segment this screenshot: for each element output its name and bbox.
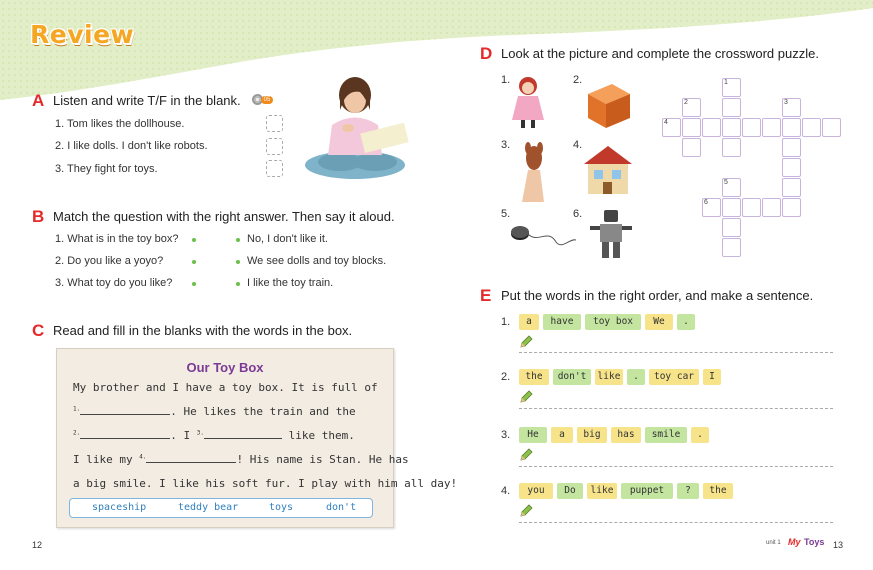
crossword-cell[interactable]: [782, 158, 801, 177]
match-dot-answer-1[interactable]: [236, 238, 240, 242]
crossword-cell[interactable]: [682, 138, 701, 157]
blank-4[interactable]: [146, 453, 236, 463]
footer-toys-label: Toys: [804, 537, 825, 547]
section-b-answer-1: No, I don't like it.: [247, 233, 328, 245]
word-chip[interactable]: a: [551, 427, 573, 443]
section-e-instruction: Put the words in the right order, and make a sentence.: [501, 288, 814, 303]
word-chip[interactable]: toy car: [649, 369, 699, 385]
passage-line-3-end: like them.: [288, 429, 355, 442]
sentence-2-number: 2.: [501, 371, 511, 383]
sentence-1-number: 1.: [501, 316, 511, 328]
answer-line-4[interactable]: [519, 522, 833, 523]
answer-line-3[interactable]: [519, 466, 833, 467]
crossword-cell[interactable]: [702, 118, 721, 137]
word-chip[interactable]: has: [611, 427, 641, 443]
passage-line-3: [73, 429, 355, 442]
section-a-letter: A: [32, 91, 45, 110]
section-b-letter: B: [32, 207, 45, 226]
passage-line-4-end: ! His name is Stan. He has: [236, 453, 409, 466]
toy-box-picture: [582, 74, 634, 130]
passage-line-1: My brother and I have a toy box. It is full of: [73, 381, 378, 394]
match-dot-answer-3[interactable]: [236, 282, 240, 286]
passage-line-4-start: I like my: [73, 453, 133, 466]
crossword-clue-number-3: 3: [784, 99, 788, 106]
passage-line-3-mid: . I: [170, 429, 191, 442]
crossword-cell[interactable]: [722, 138, 741, 157]
track-number: 05: [261, 96, 273, 104]
word-chip[interactable]: .: [691, 427, 709, 443]
pencil-icon: [519, 335, 533, 349]
crossword-cell[interactable]: [742, 118, 761, 137]
word-chip[interactable]: big: [577, 427, 607, 443]
word-bank-spaceship: spaceship: [92, 502, 147, 513]
crossword-cell[interactable]: [802, 118, 821, 137]
answer-line-2[interactable]: [519, 408, 833, 409]
word-bank-teddy-bear: teddy bear: [178, 502, 239, 513]
word-chip[interactable]: like: [587, 483, 617, 499]
crossword-cell[interactable]: [722, 98, 741, 117]
crossword-cell[interactable]: [742, 198, 761, 217]
crossword-cell[interactable]: [762, 118, 781, 137]
crossword-cell[interactable]: [782, 118, 801, 137]
passage-line-2: [73, 405, 356, 418]
footer-unit-label: unit 1: [766, 540, 781, 546]
section-b-answer-2: We see dolls and toy blocks.: [247, 255, 387, 267]
yoyo-picture: [508, 220, 580, 260]
section-a-item-1: 1. Tom likes the dollhouse.: [55, 118, 185, 130]
section-b-instruction: Match the question with the right answer. Then say it aloud.: [53, 209, 395, 224]
section-a-item-3: 3. They fight for toys.: [55, 163, 158, 175]
word-chip[interactable]: the: [703, 483, 733, 499]
section-a-item-2: 2. I like dolls. I don't like robots.: [55, 140, 208, 152]
blank-2-number: 2.: [73, 429, 81, 437]
girl-reading-photo: [300, 70, 415, 185]
word-chip[interactable]: ?: [677, 483, 699, 499]
crossword-cell[interactable]: [762, 198, 781, 217]
section-d-letter: D: [480, 44, 493, 63]
crossword-cell[interactable]: [782, 198, 801, 217]
pencil-icon: [519, 448, 533, 462]
right-page-number: 13: [833, 540, 844, 550]
word-chip[interactable]: Do: [557, 483, 583, 499]
picture-number-4: 4.: [573, 139, 583, 151]
word-bank-toys: toys: [269, 502, 294, 513]
dollhouse-picture: [578, 140, 636, 202]
blank-2[interactable]: [80, 429, 170, 439]
crossword-clue-number-2: 2: [684, 99, 688, 106]
blank-4-number: 4.: [139, 453, 147, 461]
word-chip[interactable]: have: [543, 314, 581, 330]
match-dot-answer-2[interactable]: [236, 260, 240, 264]
word-chip[interactable]: puppet: [621, 483, 673, 499]
section-c-instruction: Read and fill in the blanks with the words in the box.: [53, 323, 353, 338]
section-d-instruction: Look at the picture and complete the crossword puzzle.: [501, 46, 819, 61]
picture-number-5: 5.: [501, 208, 511, 220]
crossword-cell[interactable]: [782, 138, 801, 157]
robot-picture: [586, 206, 636, 262]
word-chip[interactable]: We: [645, 314, 673, 330]
sentence-4-number: 4.: [501, 485, 511, 497]
word-chip[interactable]: don't: [553, 369, 591, 385]
section-b-question-3: 3. What toy do you like?: [55, 277, 173, 289]
crossword-cell[interactable]: [722, 238, 741, 257]
crossword-cell[interactable]: [822, 118, 841, 137]
word-chip[interactable]: I: [703, 369, 721, 385]
crossword-cell[interactable]: [722, 218, 741, 237]
picture-number-1: 1.: [501, 74, 511, 86]
left-page-number: 12: [32, 540, 43, 550]
blank-3-number: 3.: [196, 429, 204, 437]
match-dot-question-3[interactable]: [192, 282, 196, 286]
footer-my-label: My: [788, 537, 801, 547]
word-chip[interactable]: the: [519, 369, 549, 385]
word-bank-dont: don't: [326, 502, 357, 513]
word-chip[interactable]: .: [677, 314, 695, 330]
word-chip[interactable]: a: [519, 314, 539, 330]
section-b-question-2: 2. Do you like a yoyo?: [55, 255, 164, 267]
sentence-3-number: 3.: [501, 429, 511, 441]
doll-picture: [508, 74, 548, 130]
word-bank: [69, 498, 373, 518]
passage-line-4: [73, 453, 409, 466]
section-c-letter: C: [32, 321, 45, 340]
blank-1-number: 1.: [73, 405, 81, 413]
passage-line-2-text: . He likes the train and the: [170, 405, 356, 418]
word-chip[interactable]: He: [519, 427, 547, 443]
pencil-icon: [519, 390, 533, 404]
word-chip[interactable]: .: [627, 369, 645, 385]
picture-number-6: 6.: [573, 208, 583, 220]
tf-answer-box-2[interactable]: [266, 138, 283, 155]
review-title: Review: [30, 20, 135, 49]
answer-line-1[interactable]: [519, 352, 833, 353]
finger-puppet-picture: [514, 140, 554, 204]
picture-number-2: 2.: [573, 74, 583, 86]
crossword-cell[interactable]: [722, 198, 741, 217]
word-chip[interactable]: toy box: [585, 314, 641, 330]
passage-line-5: a big smile. I like his soft fur. I play with him all day!: [73, 477, 458, 490]
section-e-letter: E: [480, 286, 492, 305]
match-dot-question-2[interactable]: [192, 260, 196, 264]
audio-cd-icon[interactable]: [252, 94, 271, 105]
passage-title: Our Toy Box: [186, 360, 264, 375]
crossword-clue-number-1: 1: [724, 79, 728, 86]
crossword-cell[interactable]: [682, 118, 701, 137]
reading-passage-card: [56, 348, 458, 528]
section-a-instruction: Listen and write T/F in the blank.: [53, 93, 241, 108]
crossword-clue-number-6: 6: [704, 199, 708, 206]
match-dot-question-1[interactable]: [192, 238, 196, 242]
crossword-cell[interactable]: [782, 178, 801, 197]
crossword-clue-number-4: 4: [664, 119, 668, 126]
tf-answer-box-1[interactable]: [266, 115, 283, 132]
section-b-question-1: 1. What is in the toy box?: [55, 233, 179, 245]
section-b-answer-3: I like the toy train.: [247, 277, 334, 289]
word-chip[interactable]: smile: [645, 427, 687, 443]
crossword-cell[interactable]: [722, 118, 741, 137]
word-chip[interactable]: you: [519, 483, 553, 499]
blank-3[interactable]: [204, 429, 282, 439]
tf-answer-box-3[interactable]: [266, 160, 283, 177]
word-chip[interactable]: like: [595, 369, 623, 385]
pencil-icon: [519, 504, 533, 518]
picture-number-3: 3.: [501, 139, 511, 151]
crossword-clue-number-5: 5: [724, 179, 728, 186]
blank-1[interactable]: [80, 405, 170, 415]
